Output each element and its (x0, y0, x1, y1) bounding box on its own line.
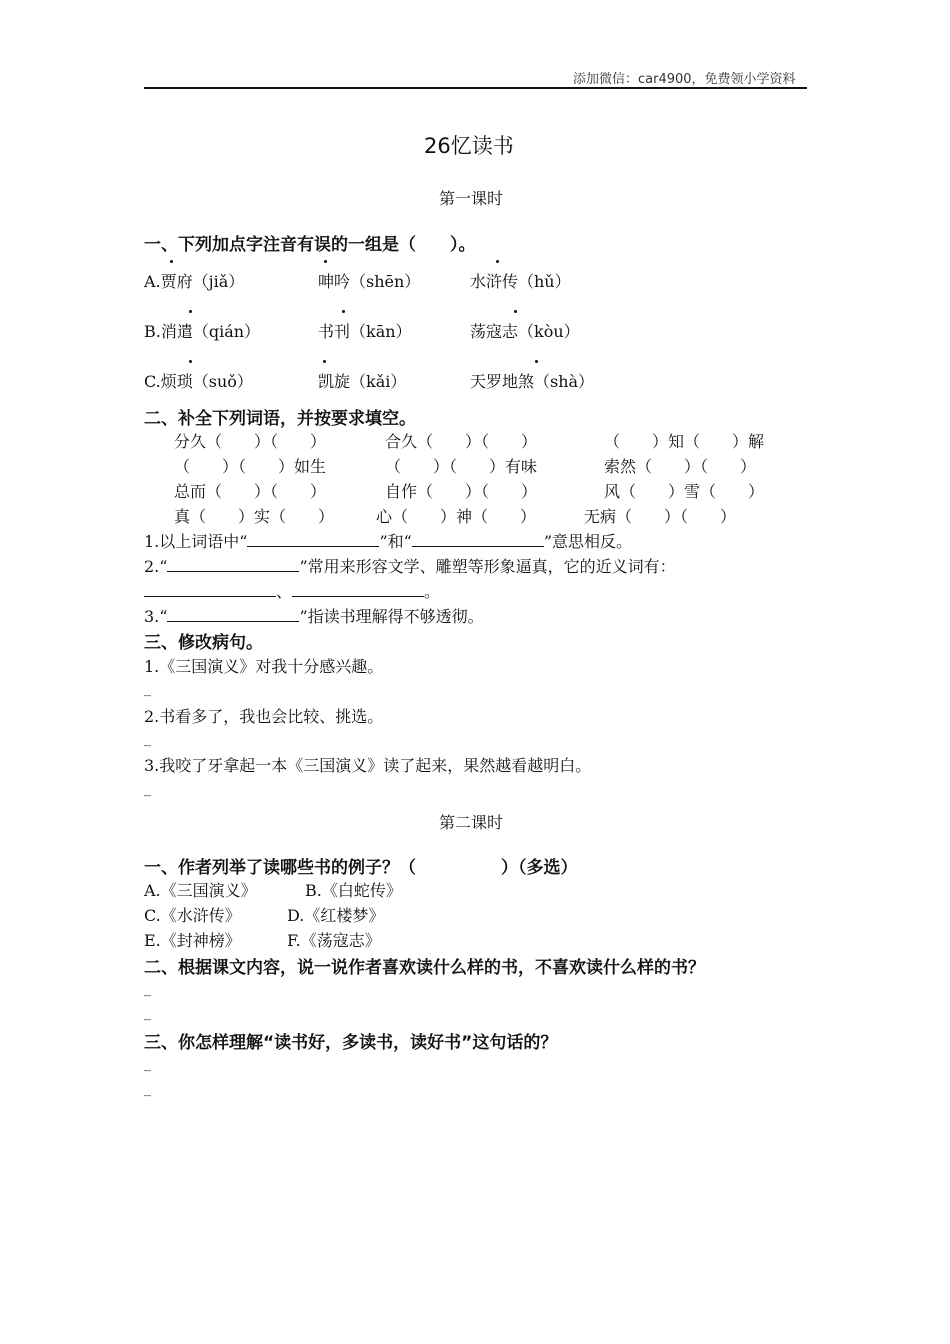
answer-line[interactable]: _ (144, 1056, 151, 1072)
l2-q1-b: B.《白蛇传》 (305, 881, 402, 900)
answer-line[interactable]: _ (144, 1005, 151, 1021)
l1-q1-b1: B.消遣（qián） (144, 322, 261, 341)
l2-q3-text: 三、你怎样理解“读书好，多读书，读好书”这句话的？ (144, 1033, 558, 1053)
answer-line[interactable]: _ (144, 681, 151, 697)
l1-q1-c2: 凯旋（kǎi） (318, 372, 407, 391)
answer-line[interactable]: _ (144, 781, 151, 797)
fill-blank[interactable] (412, 532, 544, 547)
answer-line[interactable]: _ (144, 731, 151, 747)
l1-q2-text: 二、补全下列词语，并按要求填空。 (144, 409, 416, 429)
l1-q3-item1: 1.《三国演义》对我十分感兴趣。 (144, 657, 384, 676)
l1-q1-b2: 书刊（kān） (318, 322, 412, 341)
l2-q1-c: C.《水浒传》 (144, 906, 241, 925)
l1-q2-s2-cont: 、 。 (144, 579, 440, 602)
idiom-r3-1: 总而（ ）（ ） (174, 482, 327, 501)
emphasis-dot (496, 260, 499, 263)
emphasis-dot (535, 360, 538, 363)
l1-q2-s3: 3.“ ”指读书理解得不够透彻。 (144, 607, 484, 626)
idiom-r4-3: 无病（ ）（ ） (584, 507, 737, 526)
l1-q2-s1: 1.以上词语中“ ”和“ ”意思相反。 (144, 532, 633, 551)
emphasis-dot (170, 260, 173, 263)
idiom-r1-3: （ ）知（ ）解 (604, 432, 765, 451)
lesson2-heading: 第二课时 (439, 813, 504, 832)
l2-q1-e: E.《封神榜》 (144, 931, 241, 950)
l1-q1-a3: 水浒传（hǔ） (470, 272, 571, 291)
l1-q1-c1: C.烦琐（suǒ） (144, 372, 253, 391)
l1-q3-item3: 3.我咬了牙拿起一本《三国演义》读了起来，果然越看越明白。 (144, 756, 592, 775)
emphasis-dot (323, 360, 326, 363)
idiom-r3-2: 自作（ ）（ ） (385, 482, 538, 501)
lesson1-heading: 第一课时 (439, 189, 504, 208)
l1-q2-s2: 2.“ ”常用来形容文学、雕塑等形象逼真，它的近义词有： (144, 557, 676, 576)
l1-q1-a1: A.贾府（jiǎ） (144, 272, 245, 291)
emphasis-dot (324, 260, 327, 263)
idiom-r3-3: 风（ ）雪（ ） (604, 482, 765, 501)
idiom-r2-2: （ ）（ ）有味 (385, 457, 538, 476)
l1-q1-a2: 呻吟（shēn） (318, 272, 421, 291)
answer-line[interactable]: _ (144, 981, 151, 997)
emphasis-dot (514, 310, 517, 313)
idiom-r1-2: 合久（ ）（ ） (385, 432, 538, 451)
fill-blank[interactable] (292, 582, 424, 597)
fill-blank[interactable] (167, 607, 299, 622)
page-title: 26忆读书 (424, 134, 514, 158)
emphasis-dot (189, 310, 192, 313)
idiom-r4-1: 真（ ）实（ ） (174, 507, 335, 526)
l1-q3-item2: 2.书看多了，我也会比较、挑选。 (144, 707, 384, 726)
idiom-r2-1: （ ）（ ）如生 (174, 457, 327, 476)
fill-blank[interactable] (167, 557, 299, 572)
l1-q1-c3: 天罗地煞（shà） (470, 372, 595, 391)
l1-q1-b3: 荡寇志（kòu） (470, 322, 580, 341)
header-note: 添加微信：car4900，免费领小学资料 (573, 72, 796, 87)
l2-q1-text: 一、作者列举了读哪些书的例子？（ ）（多选） (144, 858, 578, 878)
idiom-r2-3: 索然（ ）（ ） (604, 457, 757, 476)
l1-q1-text: 一、下列加点字注音有误的一组是（ ）。 (144, 235, 476, 255)
l1-q3-text: 三、修改病句。 (144, 633, 263, 653)
idiom-r1-1: 分久（ ）（ ） (174, 432, 327, 451)
answer-line[interactable]: _ (144, 1081, 151, 1097)
l2-q2-text: 二、根据课文内容，说一说作者喜欢读什么样的书，不喜欢读什么样的书？ (144, 958, 705, 978)
l2-q1-d: D.《红楼梦》 (287, 906, 385, 925)
l2-q1-a: A.《三国演义》 (144, 881, 257, 900)
fill-blank[interactable] (247, 532, 379, 547)
idiom-r4-2: 心（ ）神（ ） (376, 507, 537, 526)
header-rule (144, 87, 807, 89)
l2-q1-f: F.《荡寇志》 (287, 931, 381, 950)
emphasis-dot (189, 360, 192, 363)
fill-blank[interactable] (144, 582, 276, 597)
emphasis-dot (342, 310, 345, 313)
